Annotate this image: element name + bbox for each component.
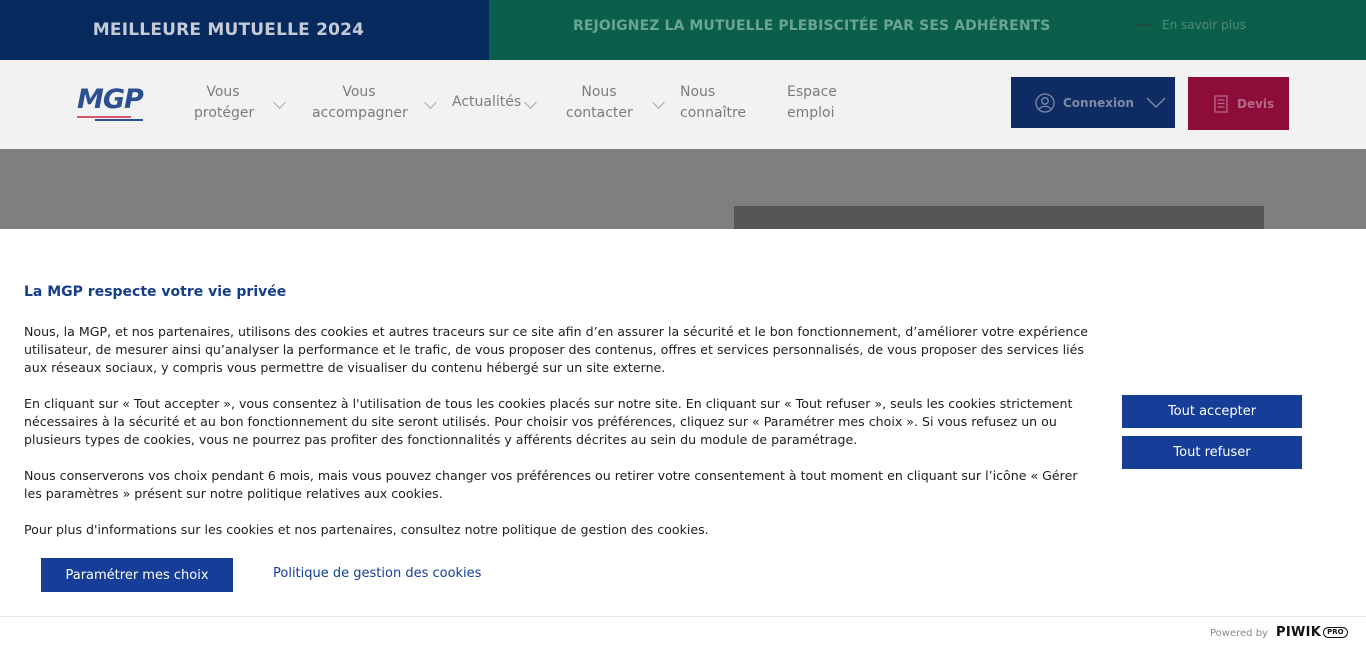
nav-label-line1: Nous	[581, 84, 617, 100]
award-banner	[0, 0, 489, 60]
logo-underline-red	[77, 116, 131, 118]
user-icon	[1035, 93, 1055, 113]
top-banner	[0, 0, 1366, 60]
nav-label-line1: Espace	[787, 84, 837, 100]
cookie-paragraph: Nous, la MGP, et nos partenaires, utilisons des cookies et autres traceurs sur ce site afin d’en assurer la sécurité et le bon fonctionnement, d’améliorer votre expérience utilisateur, de mesurer ainsi qu’analyser la performance et le trafic, de vous proposer des contenus, offres et services personnalisés, de vous proposer des services liés aux réseaux sociaux, y compris vous permettre de visualiser du contenu hébergé sur un site externe.	[24, 324, 1089, 375]
nav-nous-contacter[interactable]	[566, 82, 632, 124]
chevron-down-icon	[1146, 97, 1166, 109]
devis-label: Devis	[1237, 96, 1275, 111]
cookie-paragraph: Nous conserverons vos choix pendant 6 mois, mais vous pouvez changer vos préférences ou retirer votre consentement à tout moment en cliquant sur l’icône « Gérer les paramètres » présent sur notre politique relatives aux cookies.	[24, 468, 1078, 501]
logo-text: MGP	[77, 84, 143, 115]
nav-label-line2: protéger	[194, 105, 255, 121]
learn-more-label: En savoir plus	[1162, 18, 1246, 32]
brand-name: PIWIK	[1276, 625, 1322, 640]
nav-label-line1: Vous	[342, 84, 376, 100]
piwik-pro-logo[interactable]	[1276, 625, 1348, 640]
connexion-label: Connexion	[1063, 95, 1134, 110]
chevron-down-icon	[273, 96, 286, 109]
nav-label-line1: Nous	[680, 84, 716, 100]
nav-label-line1: Vous	[206, 84, 240, 100]
chevron-down-icon	[424, 96, 437, 109]
connexion-button[interactable]	[1011, 77, 1175, 128]
cookie-consent-modal	[0, 229, 1366, 616]
nav-actualites[interactable]	[452, 92, 520, 113]
nav-nous-connaitre[interactable]	[680, 82, 747, 124]
chevron-down-icon	[652, 96, 665, 109]
nav-label-line2: emploi	[787, 105, 835, 121]
cookie-paragraph: En cliquant sur « Tout accepter », vous consentez à l'utilisation de tous les cookies placés sur notre site. En cliquant sur « Tout refuser », seuls les cookies strictement nécessaires à la sécurité et au bon fonctionnement du site seront utilisés. Pour choisir vos préférences, cliquez sur « Paramétrer mes choix ». Si vous refusez un ou plusieurs types de cookies, vous ne pourrez pas profiter des fonctionnalités y afférents décrites au sein du module de paramétrage.	[24, 396, 1073, 447]
chevron-down-icon	[524, 96, 537, 109]
nav-espace-emploi[interactable]	[787, 82, 837, 124]
nav-vous-accompagner[interactable]	[312, 82, 406, 124]
promo-banner	[489, 0, 1366, 60]
nav-vous-proteger[interactable]	[194, 82, 255, 124]
nav-label-line2: connaître	[680, 105, 747, 121]
cookie-policy-link[interactable]: Politique de gestion des cookies	[273, 566, 482, 581]
site-header	[0, 60, 1366, 149]
brand-badge: PRO	[1323, 627, 1347, 638]
mgp-logo[interactable]	[77, 85, 157, 121]
powered-by-label: Powered by	[1210, 628, 1268, 639]
award-text: MEILLEURE MUTUELLE 2024	[92, 20, 365, 40]
promo-text: REJOIGNEZ LA MUTUELLE PLEBISCITÉE PAR SES ADHÉRENTS	[573, 18, 1051, 34]
nav-label-line2: accompagner	[312, 105, 408, 121]
configure-choices-button[interactable]: Paramétrer mes choix	[41, 558, 233, 592]
refuse-all-button[interactable]: Tout refuser	[1122, 436, 1302, 469]
cookie-title: La MGP respecte votre vie privée	[24, 284, 287, 300]
learn-more-link[interactable]	[1135, 18, 1246, 32]
logo-underline-blue	[95, 119, 143, 121]
devis-button[interactable]	[1188, 77, 1289, 130]
nav-label-line1: Actualités	[452, 94, 522, 110]
document-icon	[1214, 95, 1228, 113]
nav-label-line2: contacter	[566, 105, 633, 121]
cookie-description	[24, 323, 1094, 557]
accept-all-button[interactable]: Tout accepter	[1122, 395, 1302, 428]
cookie-paragraph: Pour plus d'informations sur les cookies et nos partenaires, consultez notre politique de gestion des cookies.	[24, 522, 709, 537]
powered-by-bar	[0, 616, 1366, 651]
dash-icon	[1135, 24, 1153, 26]
hero-image	[734, 206, 1264, 229]
